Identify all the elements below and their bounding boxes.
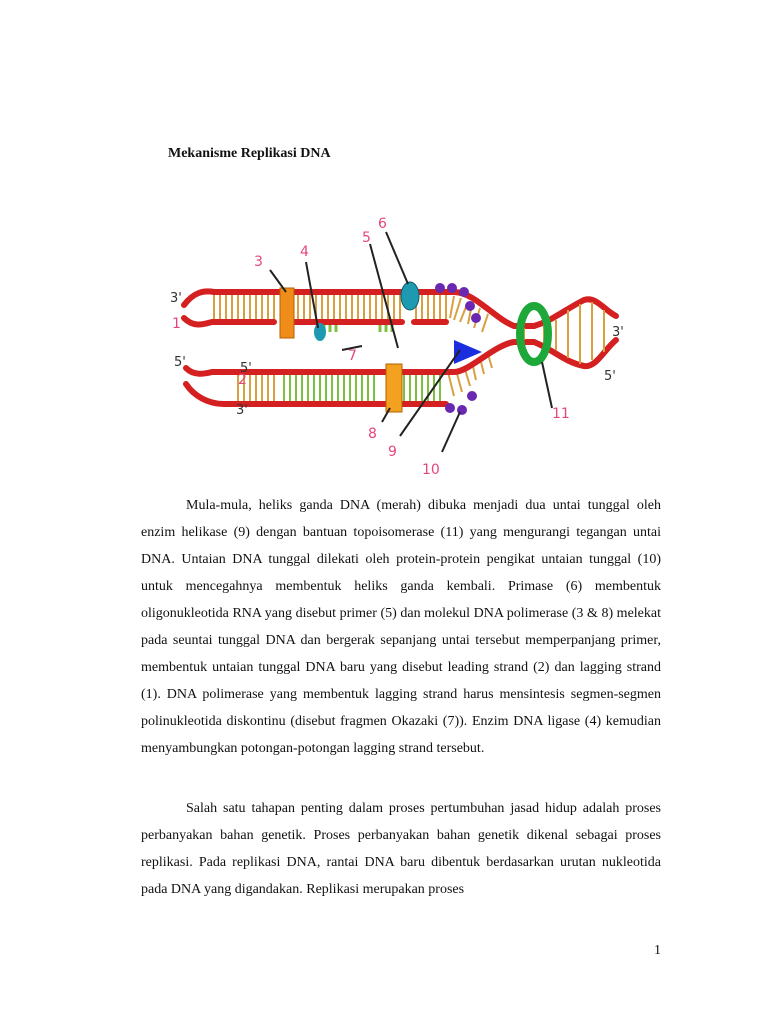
label-number: 10 <box>422 462 440 478</box>
page-title: Mekanisme Replikasi DNA <box>168 146 331 161</box>
label-number: 1 <box>172 316 181 332</box>
strand-end-label: 3' <box>612 325 624 340</box>
body-paragraph: Salah satu tahapan penting dalam proses pertumbuhan jasad hidup adalah proses perbanyakan bahan genetik. Proses perbanyakan bahan genetik dikenal sebagai proses replikasi. Pada replikasi DNA, rantai DNA baru dibentuk berdasarkan urutan nukleotida pada DNA yang digandakan. Replikasi merupakan proses <box>141 801 661 897</box>
strand-end-label: 3' <box>170 291 182 306</box>
label-number: 9 <box>388 444 397 460</box>
strand-end-label: 5' <box>240 361 252 376</box>
label-number: 2 <box>238 372 247 388</box>
label-number: 6 <box>378 216 387 232</box>
label-number: 3 <box>254 254 263 270</box>
page-number: 1 <box>654 943 661 958</box>
strand-end-label: 3' <box>236 403 248 418</box>
dna-polymerase-8 <box>386 364 402 412</box>
lower-duplex-rungs <box>284 372 440 402</box>
strand-end-label: 5' <box>174 355 186 370</box>
body-paragraph: Mula-mula, heliks ganda DNA (merah) dibuka menjadi dua untai tunggal oleh enzim helikase (9) dengan bantuan topoisomerase (11) yang mengurangi tegangan untai DNA. Untaian DNA tunggal dilekati oleh protein-protein pengikat untaian tunggal (10) untuk mencegahnya membentuk heliks ganda kembali. Primase (6) membentuk oligonukleotida RNA yang disebut primer (5) dan molekul DNA polimerase (3 & 8) melekat pada seuntai tunggal DNA dan bergerak sepanjang untai tersebut memperpanjang primer, membentuk untaian tunggal DNA baru yang disebut leading strand (2) dan lagging strand (1). DNA polimerase yang membentuk lagging strand harus mensintesis segmen-segmen polinukleotida diskontinu (disebut fragmen Okazaki (7)). Enzim DNA ligase (4) kemudian menyambungkan potongan-potongan lagging strand tersebut. <box>141 498 661 756</box>
upper-duplex-rungs <box>214 290 468 324</box>
label-number: 8 <box>368 426 377 442</box>
label-number: 11 <box>552 406 570 422</box>
label-number: 4 <box>300 244 309 260</box>
dna-ligase <box>314 323 326 341</box>
strand-end-label: 5' <box>604 369 616 384</box>
label-number: 5 <box>362 230 371 246</box>
dna-replication-diagram <box>164 200 636 490</box>
dna-polymerase-3 <box>280 288 294 338</box>
label-number: 7 <box>348 348 357 364</box>
dna-replication-figure <box>164 200 636 490</box>
primase <box>401 282 419 310</box>
